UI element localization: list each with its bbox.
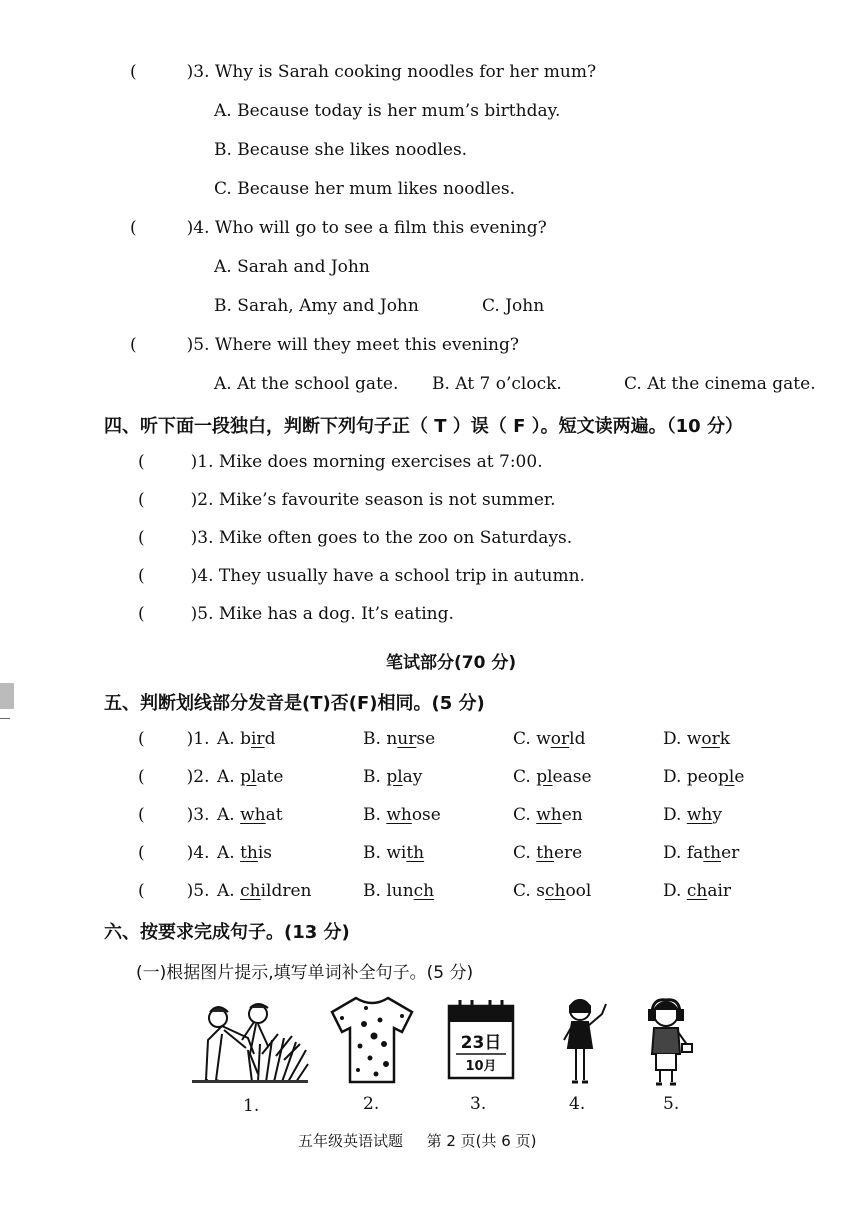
footer-title: 五年级英语试题 <box>298 1132 404 1150</box>
pronunciation-row-2: ( )2. <box>138 767 210 787</box>
calendar-month: 10月 <box>465 1059 497 1074</box>
option-a: A. At the school gate. <box>214 374 399 394</box>
underlined-letters: wh <box>386 805 412 825</box>
answer-paren[interactable]: ( <box>138 767 145 787</box>
question-4: ( )4. Who will go to see a film this evening? <box>130 218 547 238</box>
underlined-letters: or <box>701 729 720 749</box>
underlined-letters: th <box>703 843 722 863</box>
girl-waving-picture <box>556 996 612 1088</box>
pronunciation-option: A. this <box>217 843 273 863</box>
pronunciation-option: B. nurse <box>363 729 436 749</box>
underlined-letters: pl <box>536 767 553 787</box>
pronunciation-option: C. world <box>513 729 586 749</box>
answer-paren[interactable]: ( <box>138 805 145 825</box>
option-b: B. Because she likes noodles. <box>214 140 468 160</box>
picture-label-1: 1. <box>243 1096 260 1116</box>
answer-paren[interactable]: ( <box>138 604 145 624</box>
underlined-letters: ur <box>397 729 417 749</box>
section-5-heading: 五、判断划线部分发音是(T)否(F)相同。(5 分) <box>104 693 485 714</box>
pronunciation-option: B. lunch <box>363 881 435 901</box>
option-c: C. John <box>482 296 545 316</box>
calendar-day: 23日 <box>460 1033 502 1053</box>
underlined-letters: pl <box>386 767 403 787</box>
footer <box>298 1130 536 1151</box>
pronunciation-row-5: ( )5. <box>138 881 210 901</box>
pronunciation-option: B. whose <box>363 805 441 825</box>
underlined-letters: ch <box>686 881 708 901</box>
row-number: 3. <box>193 805 210 825</box>
tf-item-2: ( )2. Mike’s favourite season is not summer. <box>138 490 556 510</box>
planting-trees-picture <box>188 994 312 1086</box>
underlined-letters: ch <box>544 881 566 901</box>
underlined-letters: or <box>550 729 570 749</box>
underlined-letters: ir <box>250 729 265 749</box>
written-part-title: 笔试部分(70 分) <box>386 653 517 673</box>
section-4-heading: 四、听下面一段独白，判断下列句子正（ T ）误（ F ）。短文读两遍。（10 分） <box>104 416 743 437</box>
tf-item-1: ( )1. Mike does morning exercises at 7:00. <box>138 452 543 472</box>
underlined-letters: wh <box>240 805 266 825</box>
pronunciation-option: D. why <box>663 805 722 825</box>
answer-paren[interactable]: ( <box>138 566 145 586</box>
option-b: B. At 7 o’clock. <box>432 374 562 394</box>
picture-label-4: 4. <box>569 1094 586 1114</box>
pronunciation-option: A. children <box>217 881 312 901</box>
underlined-letters: wh <box>686 805 713 825</box>
pronunciation-option: C. there <box>513 843 583 863</box>
answer-paren[interactable]: ( <box>130 62 137 82</box>
picture-label-2: 2. <box>363 1094 380 1114</box>
question-number: 5. <box>193 335 210 355</box>
margin-line <box>0 718 10 719</box>
option-c: C. Because her mum likes noodles. <box>214 179 515 199</box>
underlined-letters: pl <box>718 767 735 787</box>
row-number: 1. <box>193 729 210 749</box>
dirty-tshirt-picture <box>330 994 414 1086</box>
pronunciation-option: D. father <box>663 843 740 863</box>
pronunciation-option: A. what <box>217 805 283 825</box>
pronunciation-option: A. bird <box>217 729 276 749</box>
option-b: B. Sarah, Amy and John <box>214 296 419 316</box>
row-number: 2. <box>193 767 210 787</box>
answer-paren[interactable]: ( <box>130 335 137 355</box>
pronunciation-option: D. work <box>663 729 731 749</box>
underlined-letters: pl <box>240 767 257 787</box>
answer-paren[interactable]: ( <box>138 843 145 863</box>
pronunciation-option: D. people <box>663 767 745 787</box>
option-c: C. At the cinema gate. <box>624 374 816 394</box>
answer-paren[interactable]: ( <box>138 452 145 472</box>
calendar-picture <box>446 996 516 1082</box>
underlined-letters: th <box>240 843 258 863</box>
row-number: 4. <box>193 843 210 863</box>
pronunciation-option: A. plate <box>217 767 284 787</box>
underlined-letters: th <box>536 843 554 863</box>
question-5: ( )5. Where will they meet this evening? <box>130 335 519 355</box>
picture-label-3: 3. <box>470 1094 487 1114</box>
pronunciation-option: C. when <box>513 805 583 825</box>
picture-label-5: 5. <box>663 1094 680 1114</box>
margin-mark <box>0 683 14 709</box>
pronunciation-row-1: ( )1. <box>138 729 210 749</box>
tf-item-3: ( )3. Mike often goes to the zoo on Saturdays. <box>138 528 573 548</box>
question-text: Why is Sarah cooking noodles for her mum? <box>214 62 597 82</box>
tf-item-5: ( )5. Mike has a dog. It’s eating. <box>138 604 454 624</box>
pronunciation-option: C. please <box>513 767 592 787</box>
question-number: 4. <box>193 218 210 238</box>
option-a: A. Because today is her mum’s birthday. <box>214 101 561 121</box>
underlined-letters: ch <box>240 881 261 901</box>
question-3: ( )3. Why is Sarah cooking noodles for her mum? <box>130 62 597 82</box>
pronunciation-option: C. school <box>513 881 592 901</box>
answer-paren[interactable]: ( <box>138 729 145 749</box>
footer-page-number: 第 2 页(共 6 页) <box>426 1132 537 1150</box>
pronunciation-option: B. play <box>363 767 423 787</box>
underlined-letters: wh <box>536 805 562 825</box>
pronunciation-row-3: ( )3. <box>138 805 210 825</box>
boy-headphones-picture <box>638 996 698 1088</box>
answer-paren[interactable]: ( <box>130 218 137 238</box>
section-6-sub-heading: (一)根据图片提示,填写单词补全句子。(5 分) <box>136 963 474 983</box>
pronunciation-row-4: ( )4. <box>138 843 210 863</box>
question-text: Where will they meet this evening? <box>214 335 519 355</box>
row-number: 5. <box>193 881 210 901</box>
answer-paren[interactable]: ( <box>138 881 145 901</box>
question-number: 3. <box>193 62 210 82</box>
answer-paren[interactable]: ( <box>138 528 145 548</box>
tf-item-4: ( )4. They usually have a school trip in autumn. <box>138 566 585 586</box>
section-6-heading: 六、按要求完成句子。(13 分) <box>104 922 350 943</box>
underlined-letters: ch <box>413 881 435 901</box>
question-text: Who will go to see a film this evening? <box>214 218 547 238</box>
pronunciation-option: D. chair <box>663 881 732 901</box>
answer-paren[interactable]: ( <box>138 490 145 510</box>
underlined-letters: th <box>406 843 425 863</box>
pronunciation-option: B. with <box>363 843 425 863</box>
option-a: A. Sarah and John <box>214 257 370 277</box>
